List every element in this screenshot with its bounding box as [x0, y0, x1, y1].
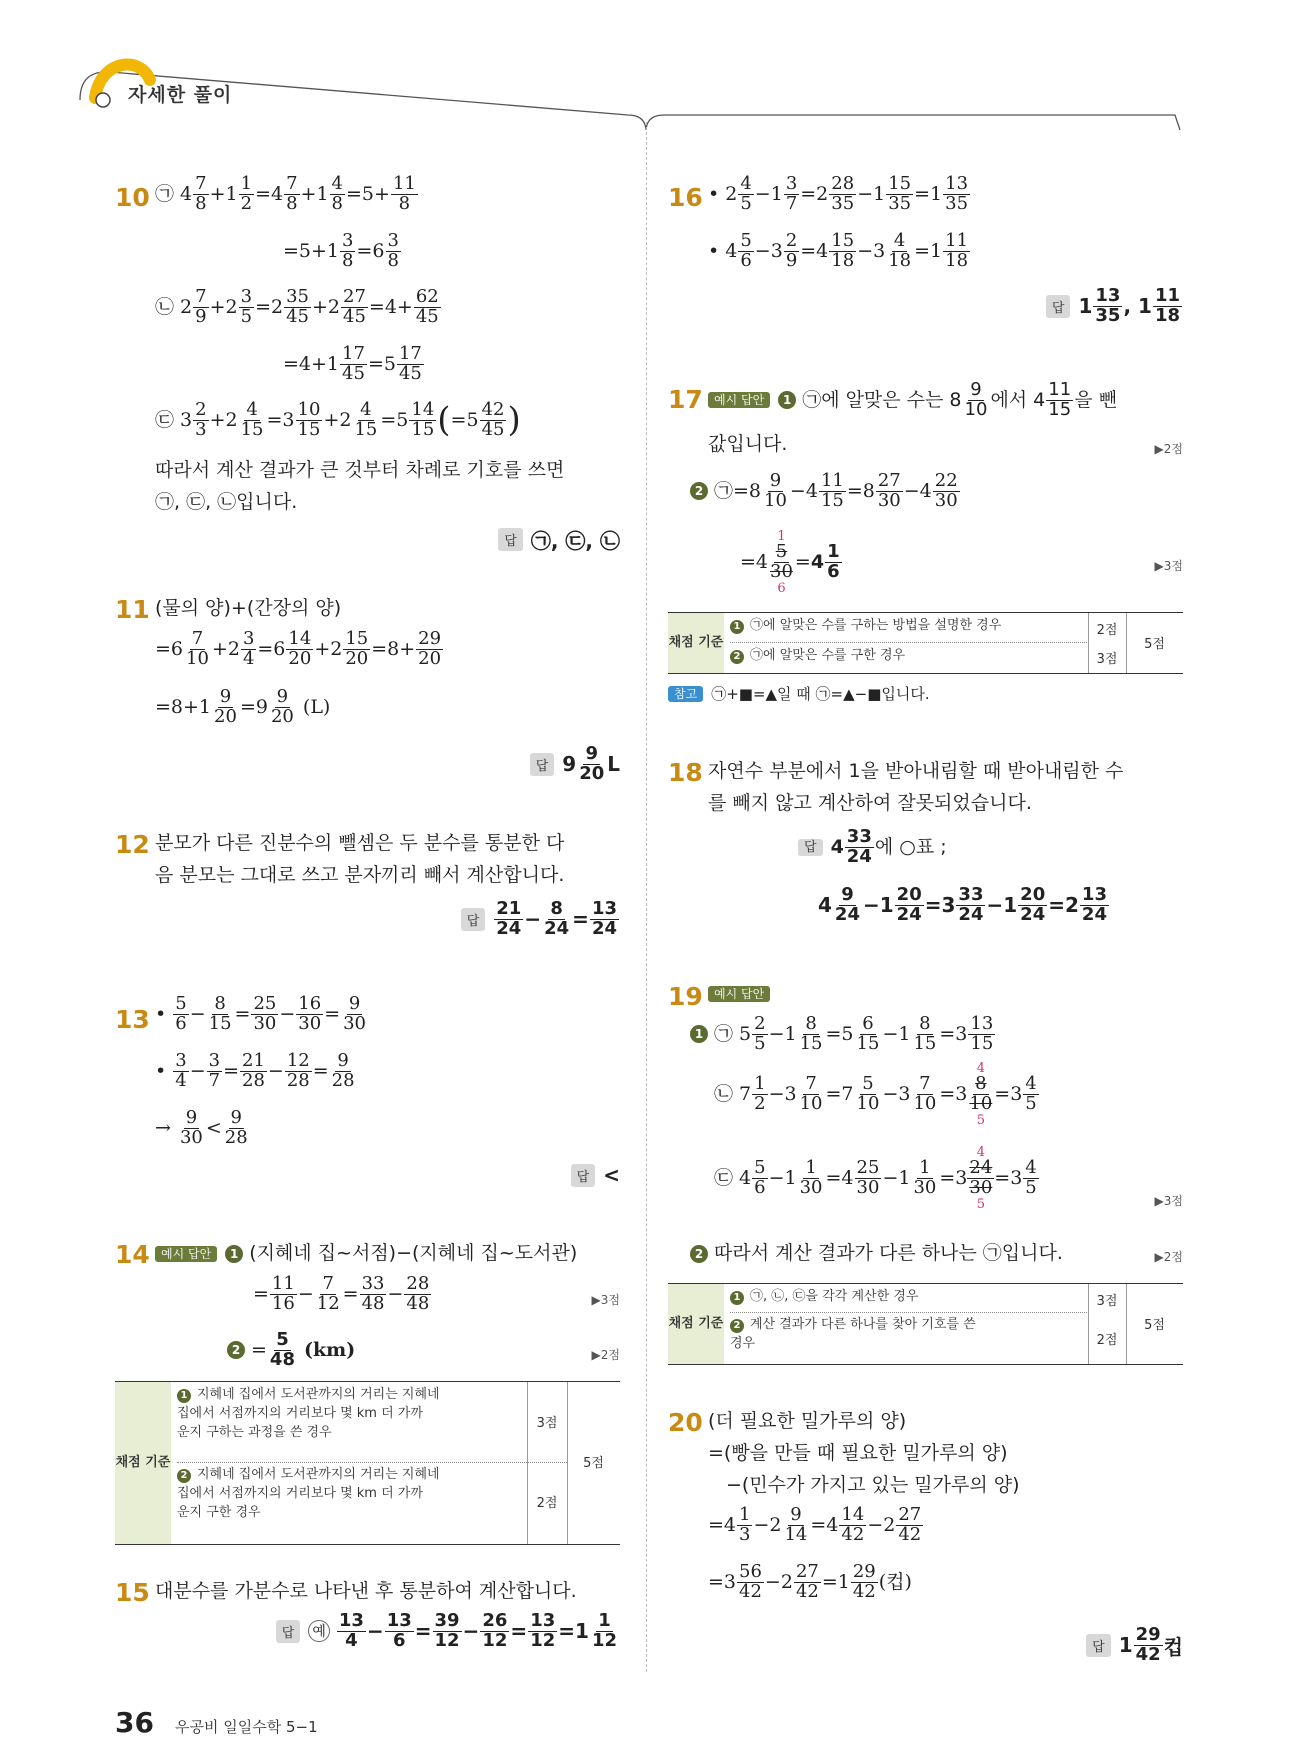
answer-label: 답 — [798, 839, 823, 856]
example-tag: 예시 답안 — [155, 1246, 217, 1262]
rubric-label: 채점 기준 — [668, 1284, 724, 1364]
q20-line1: =4 $\frac{1}{3}$ −2 $\frac{9}{14}$ =4 $\frac{14}{42}$ −2 $\frac{27}{42}$ — [708, 1504, 922, 1545]
rubric-row-2: 2 계산 결과가 다른 하나를 찾아 기호를 쓴 경우 — [730, 1317, 976, 1351]
question-number: 15 — [115, 1578, 150, 1607]
question-number: 10 — [115, 183, 150, 212]
q11-unit: (L) — [302, 695, 331, 718]
answer-label: 답 — [1086, 1634, 1111, 1657]
question-number: 18 — [668, 758, 703, 787]
q10-line4: =4+1 $\frac{17}{45}$ =5 $\frac{17}{45}$ — [283, 343, 422, 384]
q20-text2: =(빵을 만들 때 필요한 밀가루의 양) — [708, 1442, 1008, 1464]
question-number: 11 — [115, 595, 150, 624]
q19-text2: 2 따라서 계산 결과가 다른 하나는 ㉠입니다. — [690, 1244, 1063, 1263]
answer-label: 답 — [498, 528, 523, 551]
q10-line5: ㉢ 3 $\frac{2}{3}$ +2 $\frac{4}{15}$ =3 $\frac{10}{15}$ +2 $\frac{4}{15}$ =5 $\frac{14}{15}$ ( =5 $\frac{42}{45}$ ) — [155, 399, 521, 441]
example-tag: 예시 답안 — [708, 986, 770, 1002]
rubric-row-1: 1 지혜네 집에서 도서관까지의 거리는 지혜네 집에서 서점까지의 거리보다 몇 km 더 가까 운지 구하는 과정을 쓴 경우 — [177, 1387, 440, 1440]
question-number: 19 — [668, 982, 703, 1011]
rubric-row-2: 2 ㉠에 알맞은 수를 구한 경우 — [730, 647, 905, 666]
q11-answer: 답 9 $\frac{9}{20}$ L — [530, 745, 620, 784]
rubric-score-1: 2점 — [1096, 623, 1118, 638]
answer-value: ㉠, ㉢, ㉡ — [530, 529, 620, 553]
question-number: 20 — [668, 1408, 703, 1437]
rubric-row-1: 1 ㉠에 알맞은 수를 구하는 방법을 설명한 경우 — [730, 617, 1001, 636]
q17-text1: 예시 답안 1 ㉠에 알맞은 수는 8 $\frac{9}{10}$ 에서 4 $\frac{11}{15}$ 을 뺀 — [708, 381, 1117, 420]
q19-tag — [708, 986, 778, 1002]
points-2: ▶2점 — [1154, 442, 1183, 456]
q14-line2: 2 = $\frac{5}{48}$ (km) — [227, 1331, 355, 1370]
q20-text3: −(민수가 가지고 있는 밀가루의 양) — [726, 1474, 1020, 1496]
q10-text2: ㉠, ㉢, ㉡입니다. — [155, 491, 298, 513]
rubric-label: 채점 기준 — [668, 613, 724, 673]
answer-label: 답 — [461, 908, 486, 931]
q16-line1: • 2 $\frac{4}{5}$ −1 $\frac{3}{7}$ =2 $\frac{28}{35}$ −1 $\frac{15}{35}$ =1 $\frac{13}{35}$ — [708, 173, 969, 214]
q10-text1: 따라서 계산 결과가 큰 것부터 차례로 기호를 쓰면 — [155, 459, 565, 481]
answer-label: 답 — [571, 1164, 596, 1187]
page-number: 36 — [115, 1706, 154, 1739]
q10-line2: =5+1 $\frac{3}{8}$ =6 $\frac{3}{8}$ — [283, 230, 399, 271]
q13-line3: → $\frac{9}{30}$ < $\frac{9}{28}$ — [155, 1107, 248, 1148]
q19-line3: ㉢ 4 $\frac{5}{6}$ −1 $\frac{1}{30}$ =4 $\frac{25}{30}$ −1 $\frac{1}{30}$ =3 4 $\frac{24}{30}$ 5 =3 $\frac{4}{5}$ — [714, 1145, 1037, 1212]
book-title: 우공비 일일수학 5−1 — [175, 1718, 318, 1736]
q19-line1: 1 ㉠ 5 $\frac{2}{5}$ −1 $\frac{8}{15}$ =5 $\frac{6}{15}$ −1 $\frac{8}{15}$ =3 $\frac{13}{15}$ — [690, 1015, 996, 1054]
question-number: 13 — [115, 1005, 150, 1034]
column-divider — [646, 122, 647, 1672]
q20-line2: =3 $\frac{56}{42}$ −2 $\frac{27}{42}$ =1 $\frac{29}{42}$ (컵) — [708, 1561, 912, 1602]
q19-line2: ㉡ 7 $\frac{1}{2}$ −3 $\frac{7}{10}$ =7 $\frac{5}{10}$ −3 $\frac{7}{10}$ =3 4 $\frac{8}{10}$ 5 =3 $\frac{4}{5}$ — [714, 1061, 1037, 1128]
q17-line2: =4 1 $\frac{5}{30}$ 6 = 4 $\frac{1}{6}$ — [740, 529, 840, 596]
rubric-score-1: 3점 — [1096, 1294, 1118, 1309]
q14-line1: = $\frac{11}{16}$ − $\frac{7}{12}$ = $\frac{33}{48}$ − $\frac{28}{48}$ — [253, 1273, 430, 1314]
example-tag: 예시 답안 — [708, 392, 770, 408]
rubric-label: 채점 기준 — [115, 1382, 171, 1544]
rubric-score-1: 3점 — [536, 1416, 558, 1431]
question-number: 14 — [115, 1240, 150, 1269]
q19-rubric — [668, 1283, 1183, 1365]
q17-rubric — [668, 612, 1183, 674]
points-2: ▶2점 — [591, 1348, 620, 1362]
q15-answer: 답 예 $\frac{13}{4}$ − $\frac{13}{6}$ = $\frac{39}{12}$ − $\frac{26}{12}$ = $\frac{13}{12}$ =1 $\frac{1}{12}$ — [276, 1612, 620, 1651]
points-2: ▶2점 — [1154, 1250, 1183, 1264]
q18-text2: 를 빼지 않고 계산하여 잘못되었습니다. — [708, 792, 1032, 814]
q20-text1: (더 필요한 밀가루의 양) — [708, 1410, 907, 1432]
q11-answer-unit: L — [607, 752, 620, 777]
rubric-score-2: 2점 — [536, 1496, 558, 1511]
rubric-total: 5점 — [583, 1456, 604, 1471]
q10-line3: ㉡ 2 $\frac{7}{9}$ +2 $\frac{3}{5}$ =2 $\frac{35}{45}$ +2 $\frac{27}{45}$ =4+ $\frac{62}{45}$ — [155, 286, 439, 327]
question-number: 16 — [668, 183, 703, 212]
q18-answer: 답 4 $\frac{33}{24}$ 에 ○표 ; — [798, 828, 947, 867]
example-mark: 예 — [308, 1620, 330, 1642]
rubric-row-2: 2 지혜네 집에서 도서관까지의 거리는 지혜네 집에서 서점까지의 거리보다 몇 km 더 가까 운지 구한 경우 — [177, 1467, 440, 1520]
rubric-score-2: 2점 — [1096, 1333, 1118, 1348]
header-title: 자세한 풀이 — [128, 84, 233, 106]
rubric-total: 5점 — [1144, 1318, 1165, 1333]
q18-calc: 4 $\frac{9}{24}$ −1 $\frac{20}{24}$ =3 $\frac{33}{24}$ −1 $\frac{20}{24}$ =2 $\frac{13}{24}$ — [818, 884, 1107, 925]
q11-text1: (물의 양)+(간장의 양) — [155, 597, 342, 619]
answer-label: 답 — [1046, 295, 1071, 318]
q13-answer — [571, 1163, 620, 1187]
q10-answer — [498, 525, 620, 554]
q17-text2: 값입니다. — [708, 433, 788, 455]
answer-value: < — [603, 1163, 620, 1187]
rubric-score-2: 3점 — [1096, 652, 1118, 667]
q11-line2: =8+1 $\frac{9}{20}$ =9 $\frac{9}{20}$ (L) — [155, 686, 331, 727]
q13-line1: • $\frac{5}{6}$ − $\frac{8}{15}$ = $\frac{25}{30}$ − $\frac{16}{30}$ = $\frac{9}{30}$ — [155, 993, 367, 1034]
q13-line2: • $\frac{3}{4}$ − $\frac{3}{7}$ = $\frac{21}{28}$ − $\frac{12}{28}$ = $\frac{9}{28}$ — [155, 1050, 355, 1091]
rubric-total: 5점 — [1144, 637, 1165, 652]
q20-answer: 답 1 $\frac{29}{42}$ 컵 — [1086, 1626, 1183, 1665]
question-number: 12 — [115, 830, 150, 859]
q12-text2: 음 분모는 그대로 쓰고 분자끼리 빼서 계산합니다. — [155, 864, 565, 886]
points-3: ▶3점 — [1154, 1194, 1183, 1208]
q17-line1: 2 ㉠=8 $\frac{9}{10}$ −4 $\frac{11}{15}$ =8 $\frac{27}{30}$ −4 $\frac{22}{30}$ — [690, 472, 961, 511]
points-3: ▶3점 — [591, 1293, 620, 1307]
answer-label: 답 — [530, 753, 555, 776]
q11-line1: =6 $\frac{7}{10}$ +2 $\frac{3}{4}$ =6 $\frac{14}{20}$ +2 $\frac{15}{20}$ =8+ $\frac{29}{20}$ — [155, 628, 442, 669]
q18-text1: 자연수 부분에서 1을 받아내림할 때 받아내림한 수 — [708, 760, 1124, 782]
q10-line1: ㉠ 4 $\frac{7}{8}$ +1 $\frac{1}{2}$ =4 $\frac{7}{8}$ +1 $\frac{4}{8}$ =5+ $\frac{11}{8}$ — [155, 173, 416, 214]
rubric-row-1: 1 ㉠, ㉡, ㉢을 각각 계산한 경우 — [730, 1288, 918, 1307]
answer-label: 답 — [276, 1620, 301, 1643]
points-3: ▶3점 — [1154, 559, 1183, 573]
q14-rubric — [115, 1381, 620, 1545]
q17-note: 참고 ㉠+■=▲일 때 ㉠=▲−■입니다. — [668, 686, 930, 702]
q12-text1: 분모가 다른 진분수의 뺄셈은 두 분수를 통분한 다 — [155, 832, 565, 854]
question-number: 17 — [668, 385, 703, 414]
q14-text1: 예시 답안 1 (지혜네 집~서점)−(지혜네 집~도서관) — [155, 1244, 577, 1263]
q16-answer: 답 1 $\frac{13}{35}$ , 1 $\frac{11}{18}$ — [1046, 287, 1183, 326]
note-tag: 참고 — [668, 686, 703, 702]
q16-line2: • 4 $\frac{5}{6}$ −3 $\frac{2}{9}$ =4 $\frac{15}{18}$ −3 $\frac{4}{18}$ =1 $\frac{11}{18}$ — [708, 230, 969, 271]
q15-text1: 대분수를 가분수로 나타낸 후 통분하여 계산합니다. — [155, 1580, 577, 1602]
q12-answer: 답 $\frac{21}{24}$ − $\frac{8}{24}$ = $\frac{13}{24}$ — [461, 900, 620, 939]
